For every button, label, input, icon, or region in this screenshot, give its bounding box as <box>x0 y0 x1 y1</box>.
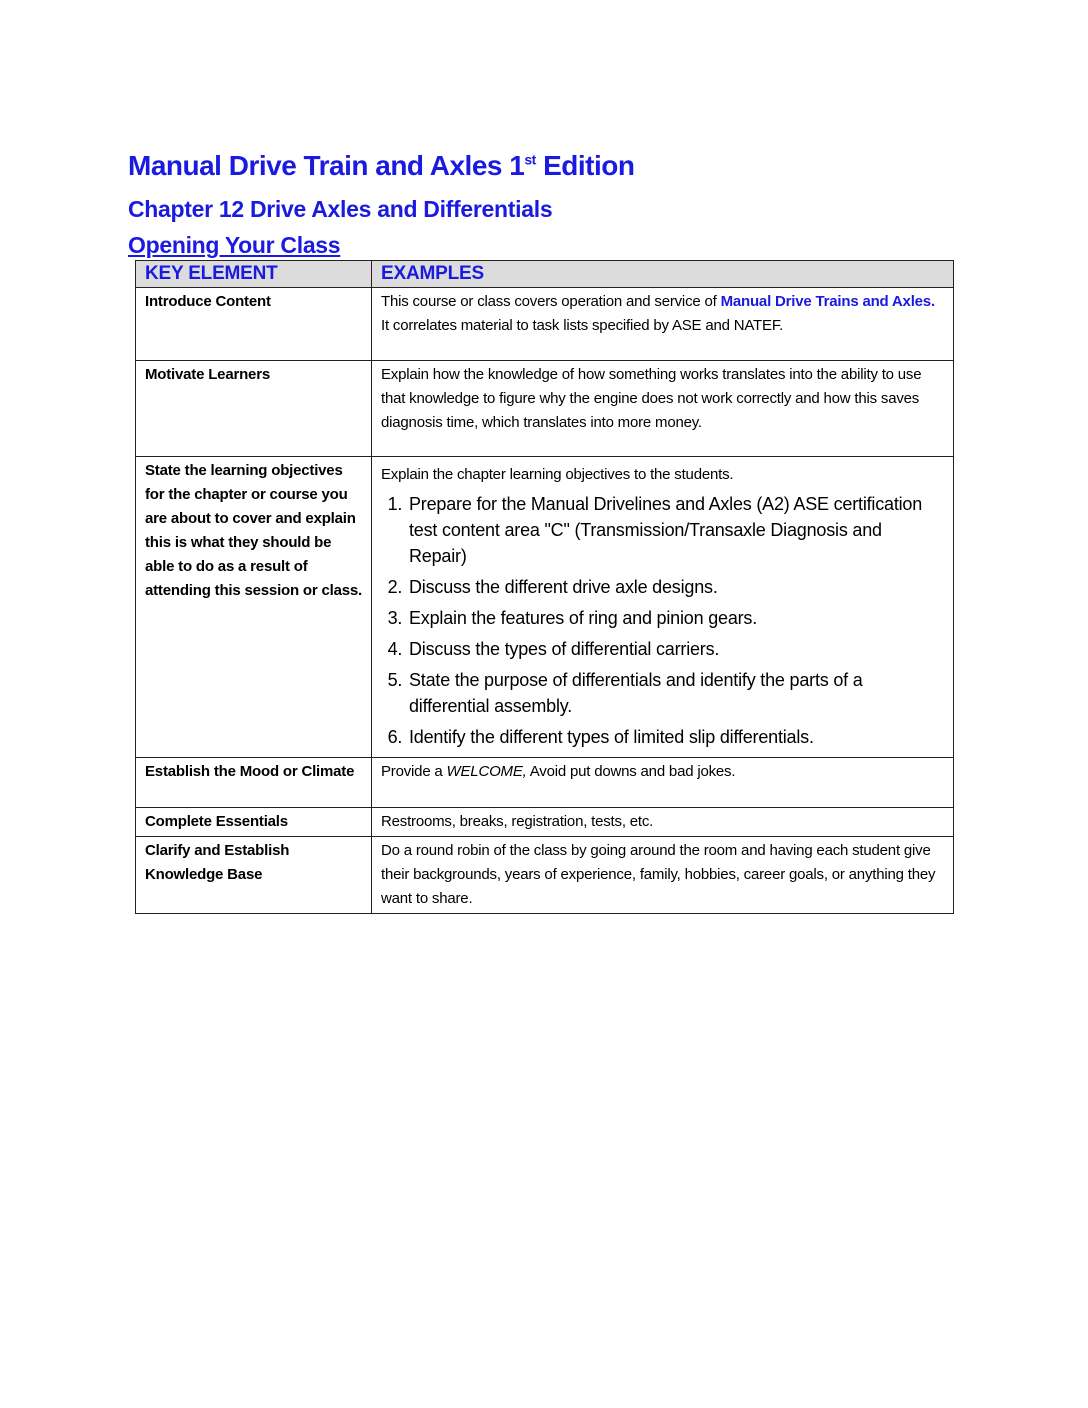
example-cell: Do a round robin of the class by going around the room and having each student give their backgrounds, years of experience, family, hobbies, career goals, or anything they want to share. <box>372 837 954 914</box>
objectives-list <box>381 491 944 750</box>
key-cell: State the learning objectives for the chapter or course you are about to cover and explain this is what they should be able to do as a result of attending this session or class. <box>136 457 372 758</box>
example-cell <box>372 457 954 758</box>
table-header <box>136 261 954 288</box>
header-examples: EXAMPLES <box>372 261 954 288</box>
list-item: 6. Identify the different types of limited slip differentials. <box>407 724 944 750</box>
example-cell: Explain how the knowledge of how something works translates into the ability to use that knowledge to figure why the engine does not work correctly and how this saves diagnosis time, which translates into more money. <box>372 361 954 457</box>
key-cell: Introduce Content <box>136 288 372 361</box>
list-item: 5. State the purpose of differentials and identify the parts of a differential assembly. <box>407 667 944 719</box>
list-item: 3. Explain the features of ring and pinion gears. <box>407 605 944 631</box>
document-title: Manual Drive Train and Axles 1st Edition <box>128 150 635 181</box>
key-cell: Establish the Mood or Climate <box>136 758 372 808</box>
table-row <box>136 457 954 758</box>
chapter-heading: Chapter 12 Drive Axles and Differentials <box>128 196 553 222</box>
key-cell: Complete Essentials <box>136 808 372 837</box>
table-row <box>136 808 954 837</box>
list-item: 4. Discuss the types of differential carriers. <box>407 636 944 662</box>
example-cell: Provide a WELCOME, Avoid put downs and bad jokes. <box>372 758 954 808</box>
key-cell: Clarify and Establish Knowledge Base <box>136 837 372 914</box>
example-cell: This course or class covers operation and service of Manual Drive Trains and Axles. It correlates material to task lists specified by ASE and NATEF. <box>372 288 954 361</box>
table-row <box>136 361 954 457</box>
table-row <box>136 758 954 808</box>
example-cell: Restrooms, breaks, registration, tests, etc. <box>372 808 954 837</box>
header-key-element: KEY ELEMENT <box>136 261 372 288</box>
table-row <box>136 837 954 914</box>
key-cell: Motivate Learners <box>136 361 372 457</box>
section-heading: Opening Your Class <box>128 232 341 258</box>
table-row <box>136 288 954 361</box>
opening-class-table <box>135 260 954 914</box>
list-item: 1. Prepare for the Manual Drivelines and Axles (A2) ASE certification test content area "C" (Transmission/Transaxle Diagnosis and Repair) <box>407 491 944 569</box>
objectives-intro: Explain the chapter learning objectives to the students. <box>381 466 734 483</box>
list-item: 2. Discuss the different drive axle designs. <box>407 574 944 600</box>
